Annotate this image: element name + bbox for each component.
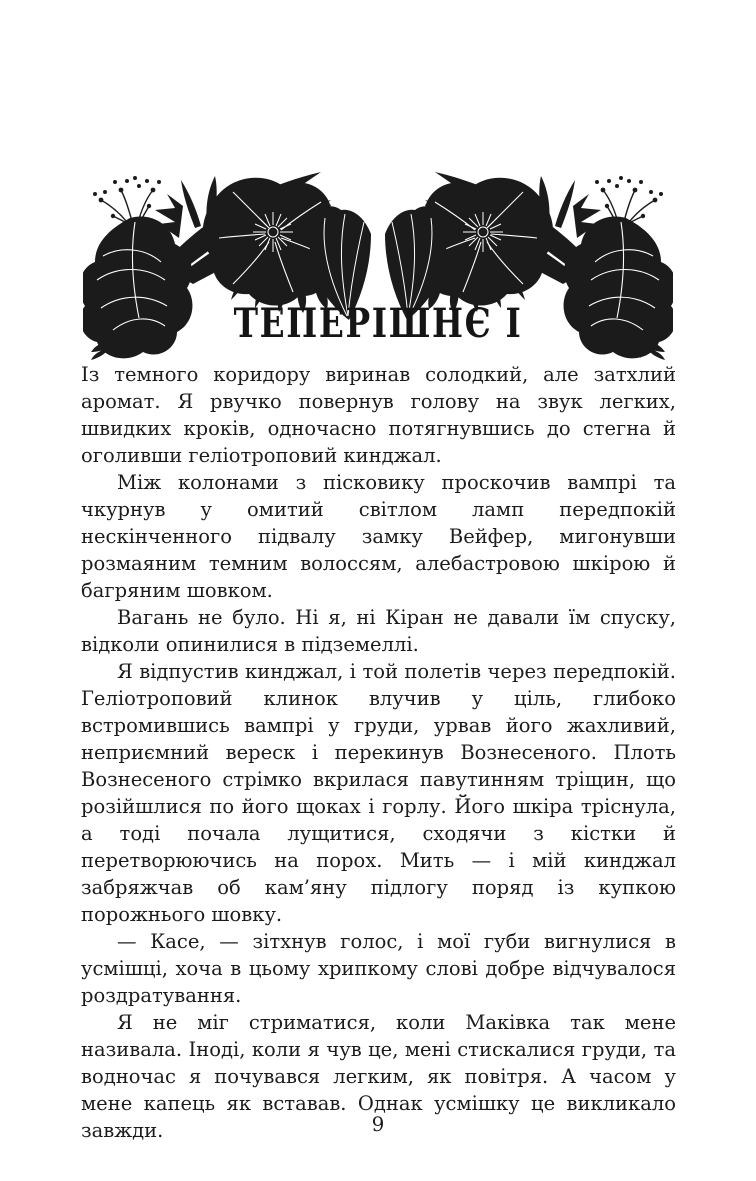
paragraph: — Касе, — зітхнув голос, і мої губи вигнулися в усмішці, хоча в цьому хрипкому слові добре відчувалося роздратування. (81, 930, 676, 1007)
page-number: 9 (371, 1112, 385, 1136)
paragraph: Я не міг стриматися, коли Маківка так мене називала. Іноді, коли я чув це, мені стискалися груди, та водночас я почувався легким, як повітря. А часом у мене капець як вставав. Однак усмішку це викликало завжди. (81, 1011, 676, 1142)
chapter-title: ТЕПЕРІШНЄ І (233, 300, 523, 347)
paragraph: Між колонами з пісковику проскочив вампрі та чкурнув у омитий світлом ламп передпокій нескінченного підвалу замку Вейфер, мигонувши розмаяним темним волоссям, алебастровою шкірою й багряним шовком. (81, 471, 676, 602)
paragraph: Вагань не було. Ні я, ні Кіран не давали їм спуску, відколи опинилися в підземеллі. (81, 606, 676, 656)
paragraph: Я відпустив кинджал, і той полетів через передпокій. Геліотроповий клинок влучив у ціль, глибоко встромившись вампрі у груди, урвав його жахливий, неприємний вереск і перекинув Вознесеного. Плоть Вознесеного стрімко вкрилася павутинням тріщин, що розійшлися по його щоках і горлу. Його шкіра тріснула, а тоді почала лущитися, сходячи з кістки й перетворюючись на порох. Мить — і мій кинджал забряжчав об кам’яну підлогу поряд із купкою порожнього шовку. (81, 660, 676, 926)
paragraph: Із темного коридору виринав солодкий, але затхлий аромат. Я рвучко повернув голову на звук легких, швидких кроків, одночасно потягнувшись до стегна й оголивши геліотроповий кинджал. (81, 363, 676, 467)
body-text (81, 361, 676, 1144)
